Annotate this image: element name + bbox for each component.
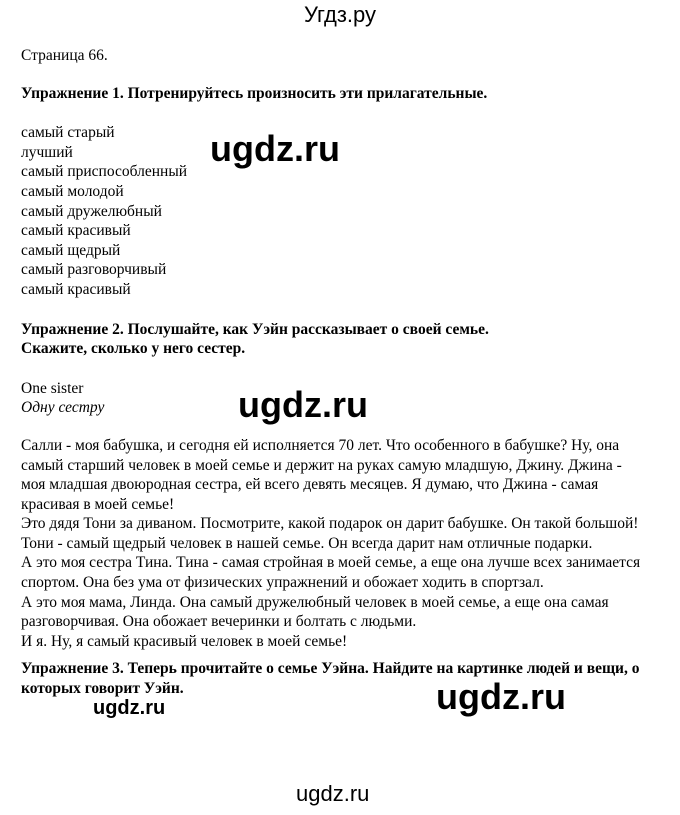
- story-text: [21, 436, 641, 652]
- exercise3-heading: Упражнение 3. Теперь прочитайте о семье Уэйна. Найдите на картинке людей и вещи, о которых говорит Уэйн.: [21, 660, 640, 698]
- story-paragraph: А это моя сестра Тина. Тина - самая стройная в моей семье, а еще она лучше всех занимается спортом. Она без ума от физических упражнений и обожает ходить в спортзал.: [21, 554, 641, 592]
- story-paragraph: А это моя мама, Линда. Она самый дружелюбный человек в моей семье, а еще она самая разговорчивая. Она обожает вечеринки и болтать с людьми.: [21, 593, 609, 631]
- list-item: самый старый: [21, 124, 115, 142]
- exercise1-heading: Упражнение 1. Потренируйтесь произносить эти прилагательные.: [21, 84, 488, 102]
- list-item: самый красивый: [21, 280, 131, 298]
- watermark: ugdz.ru: [238, 384, 368, 425]
- story-paragraph: Салли - моя бабушка, и сегодня ей исполняется 70 лет. Что особенного в бабушке? Ну, она самый старший человек в моей семье и держит на руках самую младшую, Джину. Джина - моя младшая двоюродная сестра, ей всего девять месяцев. Я думаю, что Джина - самая красивая в моей семье!: [21, 436, 622, 513]
- list-item: самый дружелюбный: [21, 202, 162, 220]
- exercise2-heading-line2: Скажите, сколько у него сестер.: [21, 340, 246, 358]
- exercise2-heading-line1: Упражнение 2. Послушайте, как Уэйн рассказывает о своей семье.: [21, 320, 489, 338]
- watermark: ugdz.ru: [210, 128, 340, 169]
- story-paragraph: И я. Ну, я самый красивый человек в моей семье!: [21, 632, 348, 650]
- list-item: самый разговорчивый: [21, 261, 167, 279]
- exercise2-heading: [21, 320, 641, 359]
- list-item: самый красивый: [21, 222, 131, 240]
- answer-english: One sister: [21, 379, 84, 397]
- site-title: Угдз.ру: [303, 2, 377, 27]
- list-item: самый щедрый: [21, 241, 121, 259]
- list-item: самый молодой: [21, 182, 124, 200]
- list-item: лучший: [21, 143, 73, 161]
- watermark: ugdz.ru: [436, 676, 566, 717]
- watermark: ugdz.ru: [93, 697, 166, 719]
- list-item: самый приспособленный: [21, 163, 188, 181]
- answer-russian: Одну сестру: [21, 399, 105, 417]
- watermark: ugdz.ru: [296, 781, 370, 806]
- page-label: Страница 66.: [21, 47, 108, 64]
- story-paragraph: Это дядя Тони за диваном. Посмотрите, какой подарок он дарит бабушке. Он такой большой! Тони - самый щедрый человек в нашей семье. Он всегда дарит нам отличные подарки.: [21, 515, 639, 552]
